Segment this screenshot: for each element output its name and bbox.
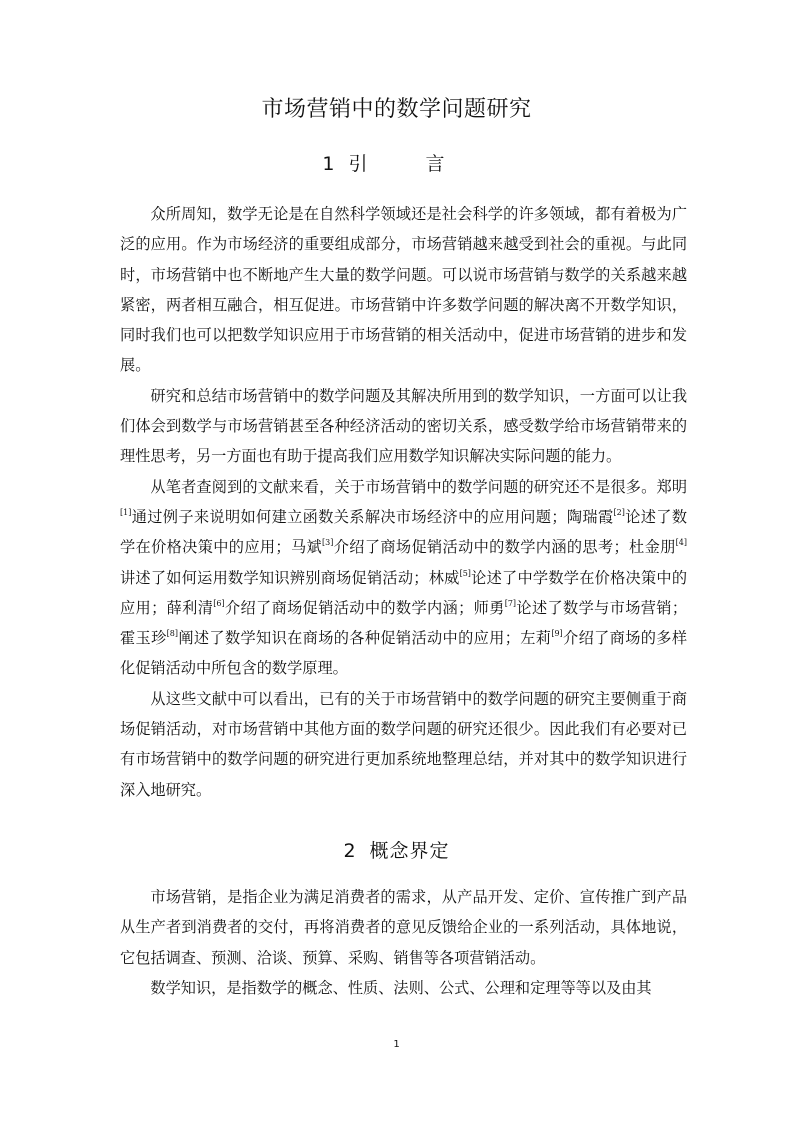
intro-paragraph-1: 众所周知，数学无论是在自然科学领域还是社会科学的许多领域，都有着极为广泛的应用。作为市场经济的重要组成部分，市场营销越来越受到社会的重视。与此同时，市场营销中也不断地产生大量的数学问题。可以说市场营销与数学的关系越来越紧密，两者相互融合，相互促进。市场营销中许多数学问题的解决离不开数学知识，同时我们也可以把数学知识应用于市场营销的相关活动中，促进市场营销的进步和发展。 xyxy=(120,205,687,375)
definition-paragraph-2: 数学知识，是指数学的概念、性质、法则、公式、公理和定理等等以及由其 xyxy=(150,978,652,997)
cited-author: 林威 xyxy=(428,568,460,587)
cited-author: 陶瑞霞 xyxy=(566,507,614,526)
citation-text: 通过例子来说明如何建立函数关系解决市场经济中的应用问题； xyxy=(131,507,567,526)
citation-ref: [5] xyxy=(459,568,471,578)
lit-intro-text: 从笔者查阅到的文献来看，关于市场营销中的数学问题的研究还不是很多。 xyxy=(150,477,657,496)
section-1-number: 1 xyxy=(322,153,335,175)
section-1-title: 引 言 xyxy=(348,153,471,175)
intro-paragraph-2: 研究和总结市场营销中的数学问题及其解决所用到的数学知识，一方面可以让我们体会到数学与市场营销甚至各种经济活动的密切关系，感受数学给市场营销带来的理性思考，另一方面也有助于提高我们应用数学知识解决实际问题的能力。 xyxy=(120,386,687,466)
section-2-body xyxy=(120,882,687,1003)
citation-text: 介绍了商场促销活动中的数学内涵； xyxy=(224,598,474,617)
citation-ref: [4] xyxy=(675,538,688,548)
citation-text: 论述了数学与市场营销； xyxy=(516,598,688,617)
cited-author: 郑明 xyxy=(656,477,688,496)
cited-author: 马斌 xyxy=(290,538,323,557)
citation-text: 讲述了如何运用数学知识辨别商场促销活动； xyxy=(120,568,429,587)
document-title: 市场营销中的数学问题研究 xyxy=(261,97,532,122)
citation-ref: [9] xyxy=(551,629,563,639)
cited-author: 杜金朋 xyxy=(628,538,676,557)
citation-text: 介绍了商场促销活动中的数学内涵的思考； xyxy=(333,538,629,557)
definition-paragraph-1: 市场营销，是指企业为满足消费者的需求，从产品开发、定价、宣传推广到产品从生产者到消费者的交付，再将消费者的意见反馈给企业的一系列活动，具体地说，它包括调查、预测、洽谈、预算、采购、销售等各项营销活动。 xyxy=(120,888,687,967)
citation-text: 介绍了商场的多样化促销活动中所包含的数学原理。 xyxy=(120,629,688,678)
page-number: 1 xyxy=(393,1039,400,1050)
cited-author: 师勇 xyxy=(473,598,505,617)
citation-text: 论述了中学数学在价格决策中的应用； xyxy=(120,568,688,617)
cited-author: 薛利清 xyxy=(166,598,214,617)
citation-ref: [3] xyxy=(322,538,334,548)
cited-author: 霍玉珍 xyxy=(120,629,167,648)
section-2-heading xyxy=(0,837,793,865)
section-1-heading xyxy=(0,150,793,178)
citation-ref: [7] xyxy=(504,598,517,608)
section-2-title: 概念界定 xyxy=(369,840,450,862)
section-2-number: 2 xyxy=(343,840,356,862)
intro-paragraph-4: 从这些文献中可以看出，已有的关于市场营销中的数学问题的研究主要侧重于商场促销活动，对市场营销中其他方面的数学问题的研究还很少。因此我们有必要对已有市场营销中的数学问题的研究进行更加系统地整理总结，并对其中的数学知识进行深入地研究。 xyxy=(120,689,687,799)
citation-ref: [6] xyxy=(213,598,225,608)
citation-ref: [2] xyxy=(613,507,625,517)
citation-text: 论述了数学在价格决策中的应用； xyxy=(120,507,688,557)
intro-paragraph-3-literature xyxy=(120,472,687,684)
cited-author: 左莉 xyxy=(519,629,552,648)
citation-ref: [8] xyxy=(166,629,178,639)
section-1-body xyxy=(120,199,687,805)
citation-text: 阐述了数学知识在商场的各种促销活动中的应用； xyxy=(177,629,520,648)
citation-ref: [1] xyxy=(120,507,132,517)
